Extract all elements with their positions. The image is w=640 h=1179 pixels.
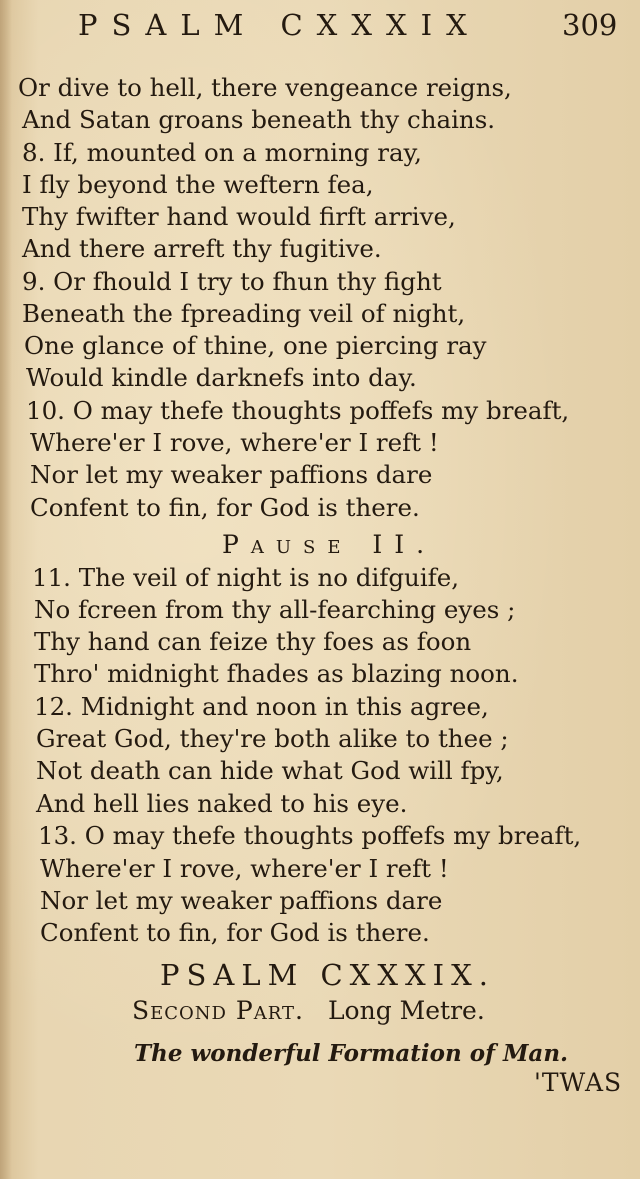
page-gutter-shadow [0,0,12,1179]
verse-line: Not death can hide what God will fpy, [36,756,504,785]
verse-line: Nor let my weaker paffions dare [40,886,443,915]
verse-line: Great God, they're both alike to thee ; [36,724,509,753]
verse-line: I fly beyond the weftern fea, [22,170,374,199]
verse-line: And hell lies naked to his eye. [36,789,408,818]
next-psalm-title: PSALM CXXXIX. [160,958,495,992]
verse-line: Where'er I rove, where'er I reft ! [30,428,439,457]
verse-line: And there arreft thy fugitive. [22,234,382,263]
verse-line: 13. O may thefe thoughts poffefs my breaft, [38,821,582,850]
verse-line: Confent to fin, for God is there. [40,918,430,947]
verse-line: Thy hand can feize thy foes as foon [34,627,472,656]
verse-line: Or dive to hell, there vengeance reigns, [18,73,512,102]
psalm-part: Second Part. [132,996,304,1025]
verse-line: And Satan groans beneath thy chains. [22,105,496,134]
verse-line: 12. Midnight and noon in this agree, [34,692,489,721]
verse-line: 8. If, mounted on a morning ray, [22,138,422,167]
pause-heading: Pause II. [222,530,437,559]
page-number: 309 [562,8,618,42]
verse-line: 9. Or fhould I try to fhun thy fight [22,267,442,296]
verse-line: Beneath the fpreading veil of night, [22,299,466,328]
verse-line: 11. The veil of night is no difguife, [32,563,460,592]
verse-line: No fcreen from thy all-fearching eyes ; [34,595,516,624]
verse-line: Thro' midnight fhades as blazing noon. [34,659,519,688]
verse-line: 10. O may thefe thoughts poffefs my breaft, [26,396,570,425]
next-psalm-subtitle [132,996,485,1025]
psalm-metre: Long Metre. [327,996,485,1025]
page-header [0,8,640,48]
verse-line: Would kindle darknefs into day. [26,363,417,392]
verse-line: Where'er I rove, where'er I reft ! [40,854,449,883]
running-head: PSALM CXXXIX [78,8,481,42]
verse-line: One glance of thine, one piercing ray [24,331,487,360]
verse-line: Thy fwifter hand would firft arrive, [22,202,456,231]
catchword: 'TWAS [534,1068,623,1097]
psalm-argument: The wonderful Formation of Man. [134,1040,569,1067]
verse-line: Confent to fin, for God is there. [30,493,420,522]
verse-line: Nor let my weaker paffions dare [30,460,433,489]
